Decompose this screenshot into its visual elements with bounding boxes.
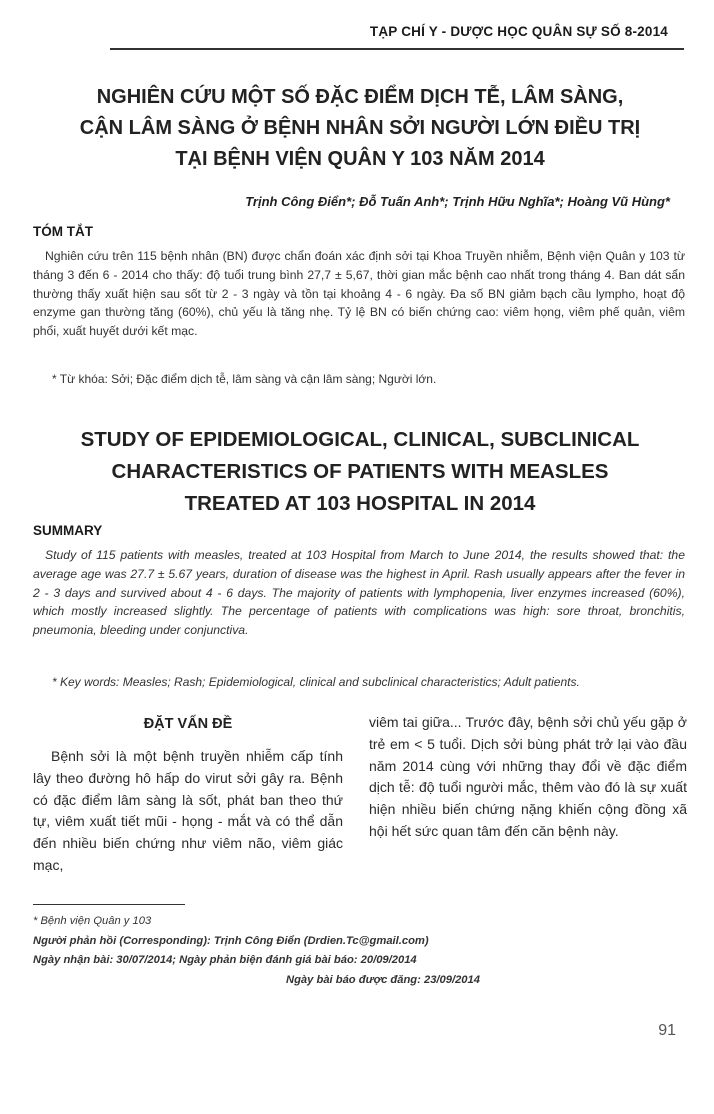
title-english [40,424,680,520]
summary-en-heading: SUMMARY [33,523,103,538]
title-vi-line-1: NGHIÊN CỨU MỘT SỐ ĐẶC ĐIỂM DỊCH TỄ, LÂM SÀNG, [96,86,624,108]
summary-en-body [33,546,685,640]
title-en-line-3: TREATED AT 103 HOSPITAL IN 2014 [184,492,536,515]
page-number: 91 [658,1022,676,1039]
header-rule [110,48,684,50]
footnote-published [33,971,693,991]
footnote-rule [33,904,185,905]
keywords-vi: * Từ khóa: Sởi; Đặc điểm dịch tễ, lâm sàng và cận lâm sàng; Người lớn. [52,372,437,386]
summary-vi-body [33,247,685,341]
footnote-corresponding [33,932,693,952]
intro-left-text: Bệnh sởi là một bệnh truyền nhiễm cấp tính lây theo đường hô hấp do virut sởi gây ra. Bệnh có đặc điểm lâm sàng là sốt, phát ban theo thứ tự, viêm xuất tiết mũi - họng - mắt và có thể dẫn đến nhiều biến chứng như viêm não, viêm giác mạc, [33,748,343,873]
author-list: Trịnh Công Điển*; Đỗ Tuấn Anh*; Trịnh Hữu Nghĩa*; Hoàng Vũ Hùng* [245,194,670,209]
received-value: 30/07/2014; [116,954,177,966]
title-en-line-2: CHARACTERISTICS OF PATIENTS WITH MEASLES [111,460,609,483]
summary-vi-heading: TÓM TẮT [33,224,93,239]
keywords-en: * Key words: Measles; Rash; Epidemiological, clinical and subclinical characteristics; Adult patients. [52,675,580,689]
intro-right-column [369,712,687,843]
intro-right-text: viêm tai giữa... Trước đây, bệnh sởi chủ yếu gặp ở trẻ em < 5 tuổi. Dịch sởi bùng phát trở lại vào đầu năm 2014 cùng với những thay đổi về đặc điểm dịch tễ: độ tuổi người mắc, thêm vào đó là sự xuất hiện nhiều biến chứng nặng khiến cộng đồng xã hội hết sức quan tâm đến căn bệnh này. [369,714,687,839]
summary-en-text: Study of 115 patients with measles, treated at 103 Hospital from March to June 2014, the results showed that: the average age was 27.7 ± 5.67 years, duration of disease was the highest in April. Rash usually appears after the fever in 2 - 3 days and survived about 4 - 6 days. The majority of patients with lymphopenia, liver enzymes increased (60%), which mostly increased slightly. The percentage of patients with complications was high: sore throat, bronchitis, pneumonia, bleeding under conjunctiva. [33,548,685,638]
title-vietnamese [40,82,680,175]
footnotes [33,912,693,990]
intro-heading: ĐẶT VẤN ĐỀ [143,716,233,732]
corresponding-label: Người phản hồi (Corresponding): [33,934,211,947]
title-en-line-1: STUDY OF EPIDEMIOLOGICAL, CLINICAL, SUBCLINICAL [80,428,640,451]
published-label: Ngày bài báo được đăng: [286,973,421,986]
running-head: TẠP CHÍ Y - DƯỢC HỌC QUÂN SỰ SỐ 8-2014 [369,24,668,39]
published-value: 23/09/2014 [423,973,480,986]
footnote-dates [33,951,693,971]
reviewed-value: 20/09/2014 [360,954,417,966]
corresponding-value: Trịnh Công Điển (Drdien.Tc@gmail.com) [213,934,429,947]
intro-left-column [33,712,343,877]
received-label: Ngày nhận bài: [33,954,114,966]
title-vi-line-2: CẬN LÂM SÀNG Ở BỆNH NHÂN SỞI NGƯỜI LỚN ĐIỀU TRỊ [79,117,641,139]
title-vi-line-3: TẠI BỆNH VIỆN QUÂN Y 103 NĂM 2014 [175,148,545,170]
reviewed-label: Ngày phản biện đánh giá bài báo: [179,954,358,966]
footnote-affiliation: * Bệnh viện Quân y 103 [33,915,152,927]
summary-vi-text: Nghiên cứu trên 115 bệnh nhân (BN) được chẩn đoán xác định sởi tại Khoa Truyền nhiễm, Bệnh viện Quân y 103 từ tháng 3 đến 6 - 2014 cho thấy: độ tuổi trung bình 27,7 ± 5,67, thời gian mắc bệnh cao nhất trong tháng 4. Ban dát sẩn thường thấy xuất hiện sau sốt từ 2 - 3 ngày và tồn tại khoảng 4 - 6 ngày. Đa số BN giảm bạch cầu lympho, hoạt độ enzyme gan thường tăng (60%), chủ yếu là tăng nhẹ. Tỷ lệ BN có biến chứng cao: viêm họng, viêm phế quản, viêm phổi, xuất huyết dưới kết mạc. [33,249,685,339]
